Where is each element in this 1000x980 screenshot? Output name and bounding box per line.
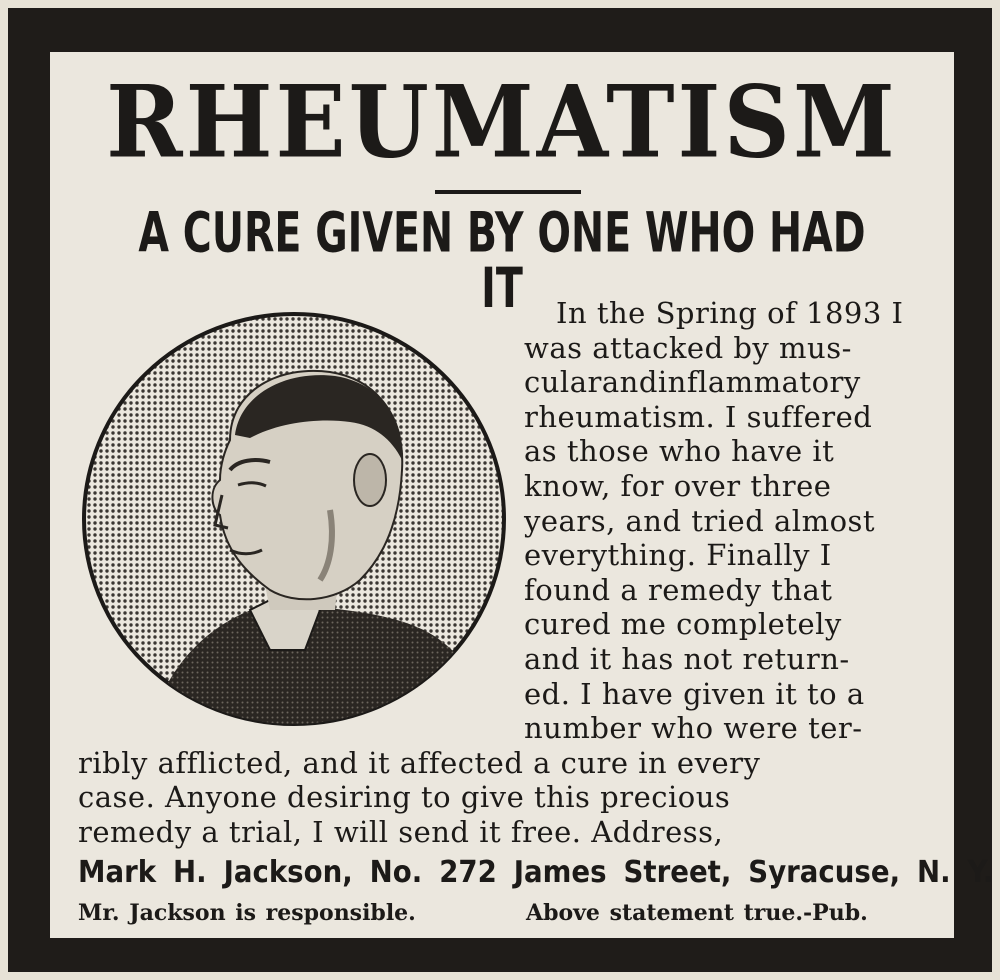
body-line: years, and tried almost <box>524 503 876 538</box>
subheadline: A CURE GIVEN BY ONE WHO HAD IT <box>138 200 866 320</box>
mailing-address: Mark H. Jackson, No. 272 James Street, Syracuse, N. Y. <box>78 855 994 890</box>
footer-publisher-note: Above statement true.-Pub. <box>526 900 868 926</box>
body-line: know, for over three <box>524 468 832 503</box>
advertisement-panel <box>50 52 994 938</box>
body-line: was attacked by mus- <box>524 330 852 365</box>
body-line: ribly afflicted, and it affected a cure in every <box>78 745 761 780</box>
body-copy <box>78 296 946 850</box>
body-line: In the Spring of 1893 I <box>556 296 904 330</box>
body-line: number who were ter- <box>524 711 863 746</box>
headline-rule <box>435 190 581 194</box>
body-line: everything. Finally I <box>524 538 832 573</box>
body-line: cularandinflammatory <box>524 365 861 400</box>
body-line: rheumatism. I suffered <box>524 399 873 434</box>
footer-responsibility: Mr. Jackson is responsible. <box>78 900 416 926</box>
body-line: ed. I have given it to a <box>524 676 865 711</box>
body-line: cured me completely <box>524 607 842 642</box>
body-line: and it has not return- <box>524 641 850 676</box>
body-line: remedy a trial, I will send it free. Address, <box>78 814 724 849</box>
headline: RHEUMATISM <box>106 63 898 181</box>
body-line: as those who have it <box>524 434 835 469</box>
body-line: found a remedy that <box>524 572 833 607</box>
advertisement-frame <box>8 8 992 972</box>
footer-note <box>78 902 958 924</box>
body-line: case. Anyone desiring to give this precious <box>78 780 731 815</box>
